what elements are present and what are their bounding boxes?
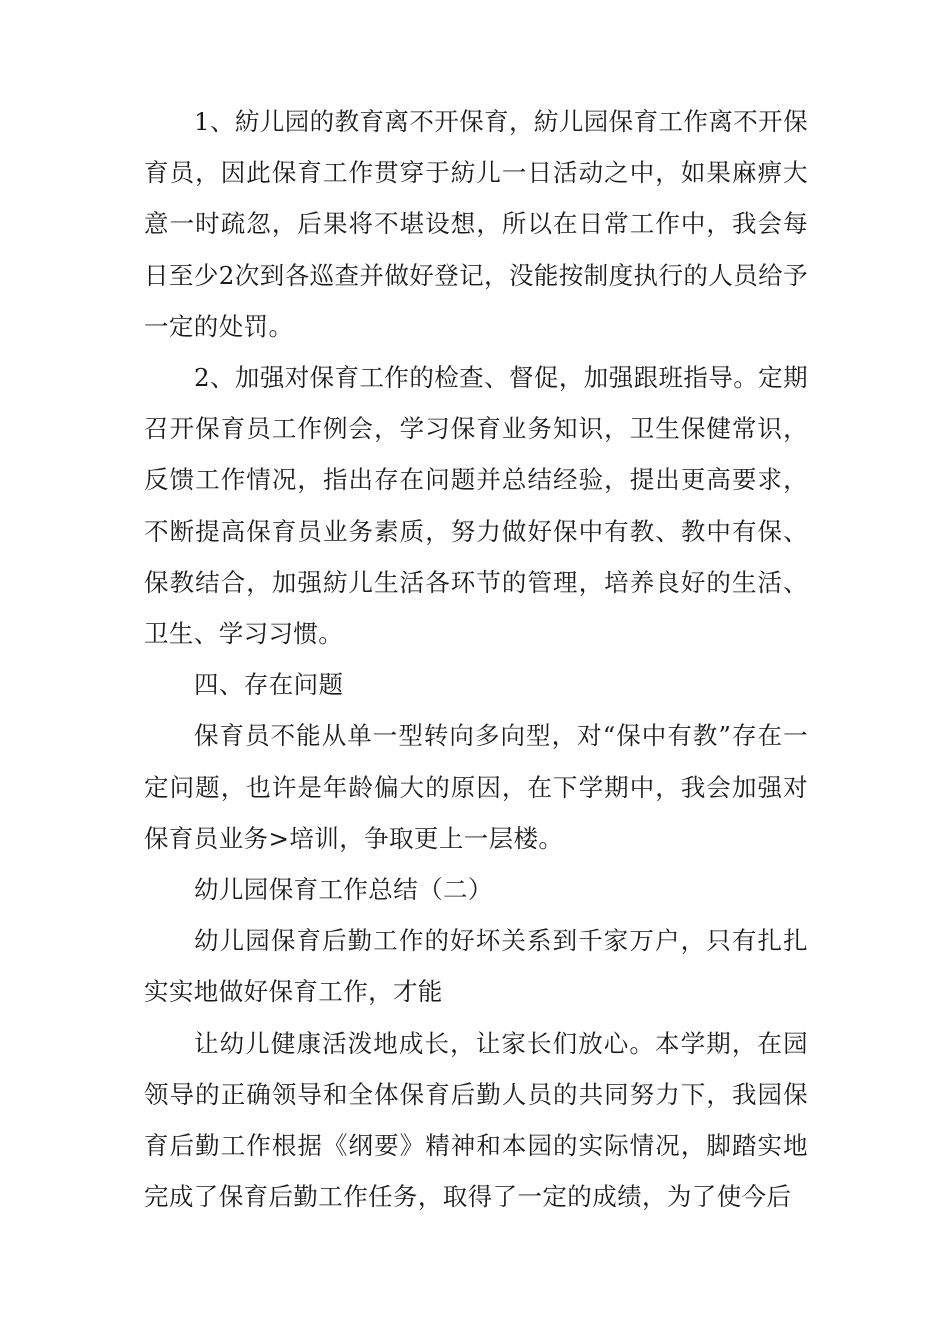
paragraph-point-2: 2、加强对保育工作的检查、督促，加强跟班指导。定期召开保育员工作例会，学习保育业务知识，卫生保健常识，反馈工作情况，指出存在问题并总结经验，提出更高要求，不断提高保育员业务素质，努力做好保中有教、教中有保、保教结合，加强紡儿生活各环节的管理，培养良好的生活、卫生、学习习惯。 [144,363,808,649]
section-heading-summary-2: 幼儿园保育工作总结（二） [194,875,493,905]
paragraph-point-1: 1、紡儿园的教育离不开保育，紡儿园保育工作离不开保育员，因此保育工作贯穿于紡儿一日活动之中，如果麻痹大意一时疏忽，后果将不堪设想，所以在日常工作中，我会每日至少2次到各巡查并做好登记，没能按制度执行的人员给予一定的处罚。 [144,107,808,341]
paragraph-summary-intro: 幼儿园保育后勤工作的好坏关系到千家万户，只有扎扎实实地做好保育工作，才能 [144,926,808,1007]
paragraph-summary-body: 让幼儿健康活泼地成长，让家长们放心。本学期，在园领导的正确领导和全体保育后勤人员的共同努力下，我园保育后勤工作根据《纲要》精神和本园的实际情况，脚踏实地完成了保育后勤工作任务，取得了一定的成绩，为了使今后 [144,1028,808,1212]
document-body [144,96,808,1222]
paragraph-problems: 保育员不能从单一型转向多向型，对“保中有教”存在一定问题，也许是年龄偏大的原因，在下学期中，我会加强对保育员业务>培训，争取更上一层楼。 [144,721,808,853]
section-heading-problems: 四、存在问题 [194,670,344,700]
